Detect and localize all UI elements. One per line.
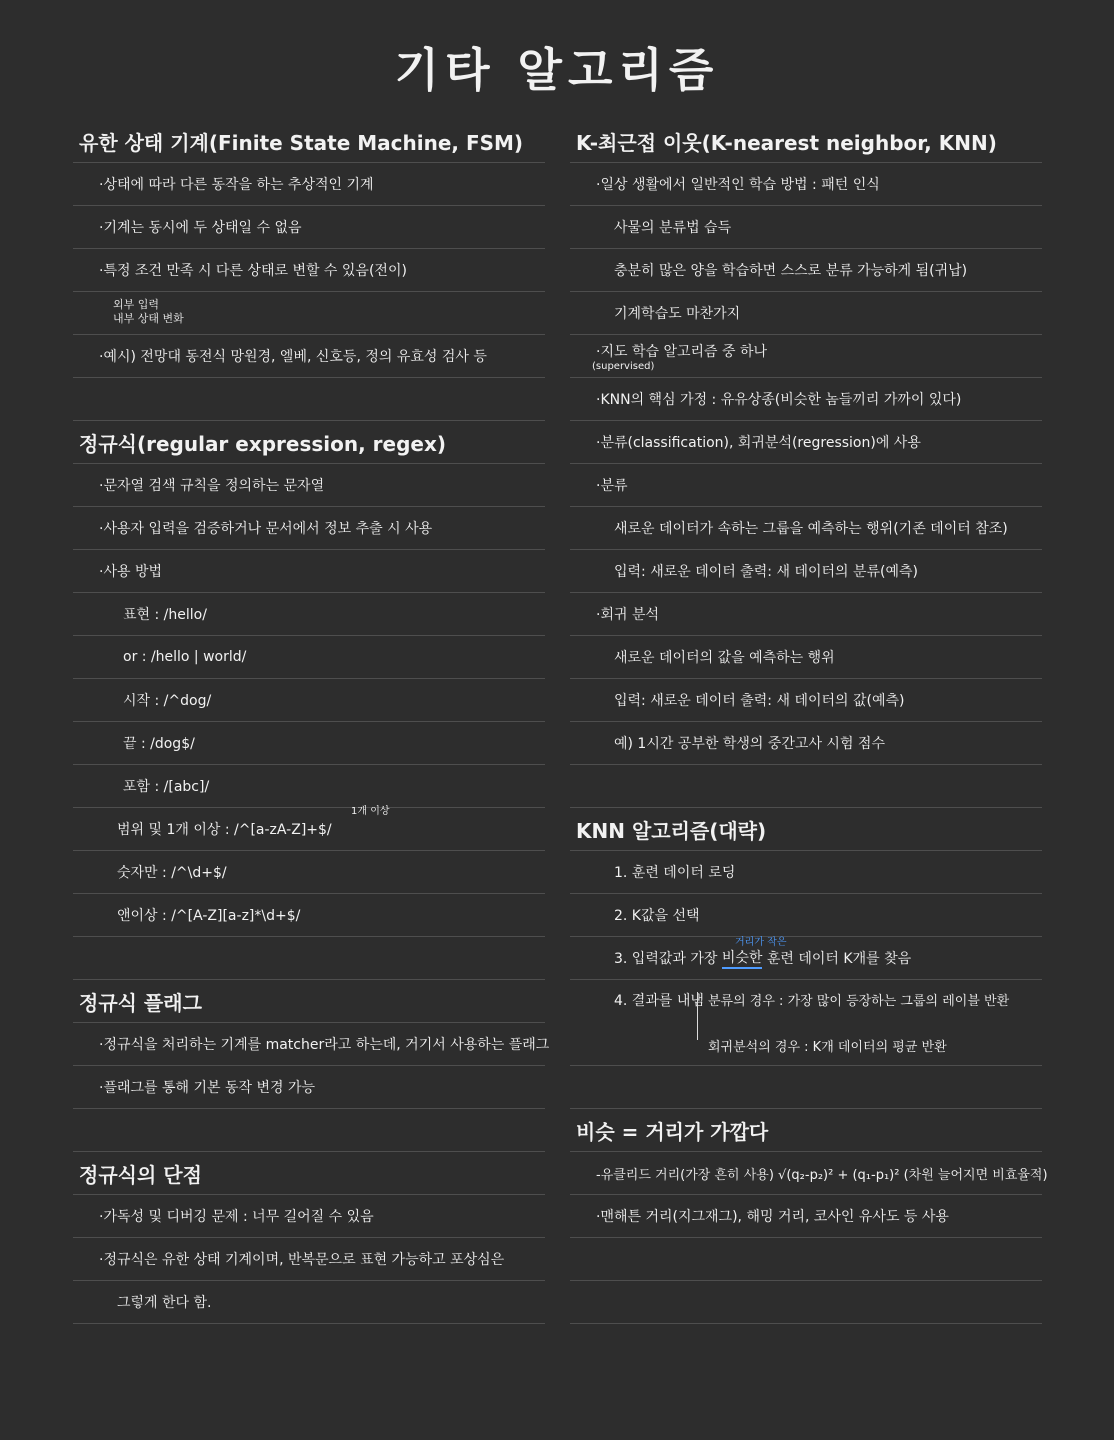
regex-usage: 끝 : /dog$/ (73, 722, 545, 765)
knn-algo-heading: KNN 알고리즘(대략) (570, 808, 1042, 851)
knn-item: ·일상 생활에서 일반적인 학습 방법 : 패턴 인식 (570, 163, 1042, 206)
spacer (570, 765, 1042, 808)
knn-item: 새로운 데이터의 값을 예측하는 행위 (570, 636, 1042, 679)
regex-item: ·사용 방법 (73, 550, 545, 593)
step4-branch-classification: 분류의 경우 : 가장 많이 등장하는 그룹의 레이블 반환 (708, 994, 1010, 1009)
regex-usage: 표현 : /hello/ (73, 593, 545, 636)
fsm-item: ·기계는 동시에 두 상태일 수 없음 (73, 206, 545, 249)
regex-item: ·사용자 입력을 검증하거나 문서에서 정보 추출 시 사용 (73, 507, 545, 550)
flags-item: ·정규식을 처리하는 기계를 matcher라고 하는데, 거기서 사용하는 플래그 (73, 1023, 545, 1066)
knn-item: ·KNN의 핵심 가정 : 유유상종(비슷한 놈들끼리 가까이 있다) (570, 378, 1042, 421)
fsm-item: ·특정 조건 만족 시 다른 상태로 변할 수 있음(전이) (73, 249, 545, 292)
knn-supervised (570, 335, 1042, 378)
knn-item: ·분류 (570, 464, 1042, 507)
knn-item: 충분히 많은 양을 학습하면 스스로 분류 가능하게 됨(귀납) (570, 249, 1042, 292)
knn-algo-step: 2. K값을 선택 (570, 894, 1042, 937)
step3-lead: 3. 입력값과 가장 (614, 951, 718, 967)
regex-usage: or : /hello | world/ (73, 636, 545, 679)
left-column (73, 120, 550, 1324)
spacer (570, 1281, 1042, 1324)
similarity-item: ·맨해튼 거리(지그재그), 해밍 거리, 코사인 유사도 등 사용 (570, 1195, 1042, 1238)
flags-item: ·플래그를 통해 기본 동작 변경 가능 (73, 1066, 545, 1109)
regex-item: ·문자열 검색 규칙을 정의하는 문자열 (73, 464, 545, 507)
similarity-item: -유클리드 거리(가장 흔히 사용) √(q₂-p₂)² + (q₁-p₁)² (차원 늘어지면 비효율적) (570, 1152, 1042, 1195)
knn-item: 사물의 분류법 습득 (570, 206, 1042, 249)
note-external-input: 외부 입력 (113, 298, 160, 311)
flags-heading: 정규식 플래그 (73, 980, 545, 1023)
spacer (570, 1066, 1042, 1109)
knn-item: 입력: 새로운 데이터 출력: 새 데이터의 값(예측) (570, 679, 1042, 722)
regex-usage-range-text: 범위 및 1개 이상 : /^[a-zA-Z]+$/ (117, 822, 332, 838)
spacer (73, 937, 545, 980)
knn-item: ·분류(classification), 회귀분석(regression)에 사용 (570, 421, 1042, 464)
step4-branch-regression: 회귀분석의 경우 : K개 데이터의 평균 반환 (708, 1040, 947, 1055)
knn-item: 입력: 새로운 데이터 출력: 새 데이터의 분류(예측) (570, 550, 1042, 593)
knn-algo-step-3 (570, 937, 1042, 980)
regex-usage: 포함 : /[abc]/ (73, 765, 545, 808)
fsm-heading: 유한 상태 기계(Finite State Machine, FSM) (73, 120, 545, 163)
annotation-distance: 거리가 작은 (735, 937, 787, 948)
note-internal-state: 내부 상태 변화 (113, 312, 184, 325)
step4-bracket (697, 992, 698, 1040)
step3-tail: 훈련 데이터 K개를 찾음 (766, 951, 912, 967)
knn-item: 기계학습도 마찬가지 (570, 292, 1042, 335)
right-column (570, 120, 1048, 1324)
fsm-item: ·상태에 따라 다른 동작을 하는 추상적인 기계 (73, 163, 545, 206)
knn-heading: K-최근접 이웃(K-nearest neighbor, KNN) (570, 120, 1042, 163)
regex-usage-range (73, 808, 545, 851)
knn-supervised-text: ·지도 학습 알고리즘 중 하나 (596, 344, 768, 360)
regex-usage: 숫자만 : /^\d+$/ (73, 851, 545, 894)
regex-heading: 정규식(regular expression, regex) (73, 421, 545, 464)
knn-item: 새로운 데이터가 속하는 그룹을 예측하는 행위(기존 데이터 참조) (570, 507, 1042, 550)
cons-heading: 정규식의 단점 (73, 1152, 545, 1195)
supervised-note: (supervised) (592, 361, 655, 372)
knn-algo-step: 1. 훈련 데이터 로딩 (570, 851, 1042, 894)
spacer (73, 378, 545, 421)
fsm-example: ·예시) 전망대 동전식 망원경, 엘베, 신호등, 정의 유효성 검사 등 (73, 335, 545, 378)
page-title: 기타 알고리즘 (394, 43, 720, 97)
cons-item: 그렇게 한다 함. (73, 1281, 545, 1324)
regex-usage: 시작 : /^dog/ (73, 679, 545, 722)
cons-item: ·가독성 및 디버깅 문제 : 너무 길어질 수 있음 (73, 1195, 545, 1238)
spacer (73, 1109, 545, 1152)
spacer (570, 1238, 1042, 1281)
regex-usage: 앤이상 : /^[A-Z][a-z]*\d+$/ (73, 894, 545, 937)
step3-similar: 비슷한 (722, 947, 763, 969)
similarity-heading: 비슷 = 거리가 가깝다 (570, 1109, 1042, 1152)
knn-algo-step-4 (570, 980, 1042, 1066)
fsm-transition-note (73, 292, 545, 335)
knn-item: ·회귀 분석 (570, 593, 1042, 636)
annotation-one-or-more: 1개 이상 (351, 806, 390, 817)
knn-item: 예) 1시간 공부한 학생의 중간고사 시험 점수 (570, 722, 1042, 765)
step4-lead: 4. 결과를 내냄 (614, 993, 704, 1009)
cons-item: ·정규식은 유한 상태 기계이며, 반복문으로 표현 가능하고 포상심은 (73, 1238, 545, 1281)
